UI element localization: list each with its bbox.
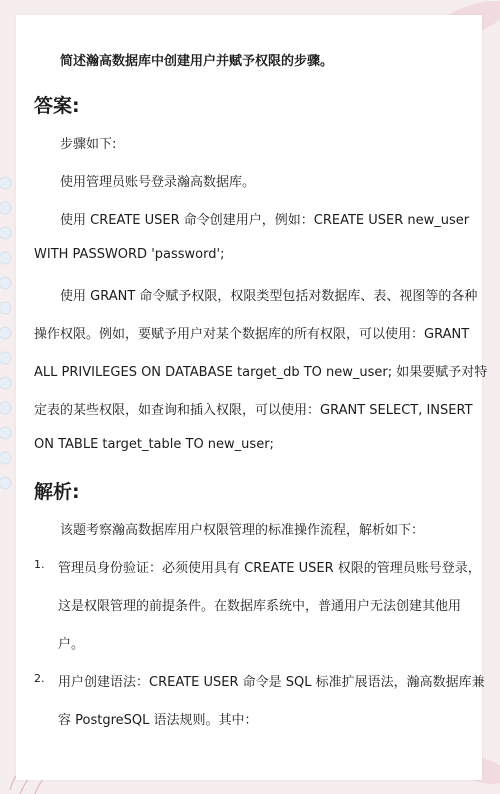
answer-line: 定表的某些权限，如查询和插入权限，可以使用：GRANT SELECT, INSERT (34, 403, 473, 418)
list-number: 2. (34, 672, 45, 685)
document-page (16, 15, 488, 780)
analysis-intro: 该题考察瀚高数据库用户权限管理的标准操作流程，解析如下： (60, 523, 425, 538)
answer-line: 使用 GRANT 命令赋予权限，权限类型包括对数据库、表、视图等的各种 (60, 289, 478, 304)
list-number: 1. (34, 558, 45, 571)
list-item-line: 用户创建语法：CREATE USER 命令是 SQL 标准扩展语法，瀚高数据库兼 (58, 675, 485, 690)
answer-line: 使用 CREATE USER 命令创建用户，例如：CREATE USER new_user (60, 213, 470, 228)
answer-line: 步骤如下: (60, 137, 117, 152)
answer-line: ALL PRIVILEGES ON DATABASE target_db TO new_user; 如果要赋予对特 (34, 365, 488, 380)
analysis-heading: 解析: (34, 481, 80, 503)
answer-line: ON TABLE target_table TO new_user; (34, 437, 274, 452)
list-item-line: 户。 (58, 637, 85, 652)
answer-heading: 答案: (34, 95, 80, 117)
answer-line: 操作权限。例如，要赋予用户对某个数据库的所有权限，可以使用：GRANT (34, 327, 470, 342)
list-item-line: 容 PostgreSQL 语法规则。其中： (58, 713, 258, 728)
list-item-line: 这是权限管理的前提条件。在数据库系统中，普通用户无法创建其他用 (58, 599, 462, 614)
answer-line: WITH PASSWORD 'password'; (34, 247, 225, 262)
question-title: 简述瀚高数据库中创建用户并赋予权限的步骤。 (60, 54, 334, 69)
answer-line: 使用管理员账号登录瀚高数据库。 (60, 175, 256, 190)
list-item-line: 管理员身份验证：必须使用具有 CREATE USER 权限的管理员账号登录， (58, 561, 481, 576)
